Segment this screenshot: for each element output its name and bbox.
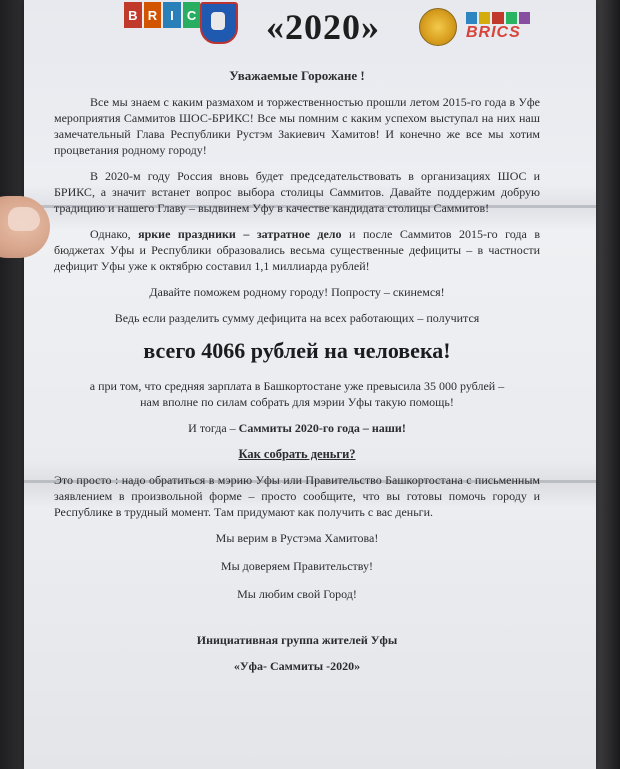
letter-body [54,68,540,684]
sum-per-person: всего 4066 рублей на человека! [143,338,451,363]
bashkortostan-emblem-icon [419,8,457,46]
deficit-text: и после Саммитов 2015-го года в бюджетах Уфы и Республики образовались весьма существенные дефициты – в частности дефицит Уфы уже к октябрю составил 1,1 миллиарда рублей! [54,227,541,273]
brics-logo-right [466,12,530,46]
brics-stripes-icon [466,12,530,24]
brics-logo-letter: R [144,2,162,28]
ufa-coat-of-arms-icon [200,2,238,44]
then-intro: И тогда – [188,421,239,435]
howto-heading: Как собрать деньги? [238,447,356,461]
credo-line: Мы верим в Рустэма Хамитова! [215,531,379,545]
signature-subtitle: «Уфа- Саммиты -2020» [233,659,361,673]
deficit-intro: Однако, [90,227,139,241]
brics-logo-letter: B [124,2,142,28]
credo-line: Мы любим свой Город! [237,587,357,601]
then-line [54,420,540,436]
fingernail [8,207,40,231]
salutation: Уважаемые Горожане ! [229,68,365,83]
paragraph-2020-chair: В 2020-м году Россия вновь будет председательствовать в организациях ШОС и БРИКС, а значит встанет вопрос выбора столицы Саммитов. Давайте поддержим добрую традицию и нашего Главу – выдвинем Уфу в качестве кандидата столицы Саммитов! [54,169,540,215]
credo-line: Мы доверяем Правительству! [220,559,374,573]
paragraph-summits-2015: Все мы знаем с каким размахом и торжественностью прошли летом 2015-го года в Уфе мероприятия Саммитов ШОС-БРИКС! Все мы помним с каким успехом выступал на них наш замечательный Глава Республики Рустэм Закиевич Хамитов! И конечно же все мы хотим процветания родному городу! [54,95,540,157]
paragraph-deficit [54,226,540,274]
page-title: «2020» [266,7,380,47]
howto-paragraph: Это просто : надо обратиться в мэрию Уфы или Правительство Башкортостана с письменным заявлением в произвольной форме – просто сообщите, что вы готовы помочь городу и Республике в трудный момент. Там придумают как получить с вас деньги. [54,473,540,519]
brics-logo-letter: I [163,2,181,28]
leaflet-header [24,0,596,58]
brics-logo-letter: C [183,2,201,28]
divide-line: Ведь если разделить сумму дефицита на всех работающих – получится [114,311,480,325]
signature: Инициативная группа жителей Уфы [196,633,398,647]
then-bold: Саммиты 2020-го года – наши! [238,421,406,435]
salary-note: а при том, что средняя зарплата в Башкортостане уже превысила 35 000 рублей – нам вполне по силам собрать для мэрии Уфы такую помощь! [89,379,505,409]
help-line: Давайте поможем родному городу! Попросту – скинемся! [149,285,445,299]
deficit-bold: яркие праздники – затратное дело [138,227,342,241]
brics-logo-word: BRICS [466,24,521,41]
